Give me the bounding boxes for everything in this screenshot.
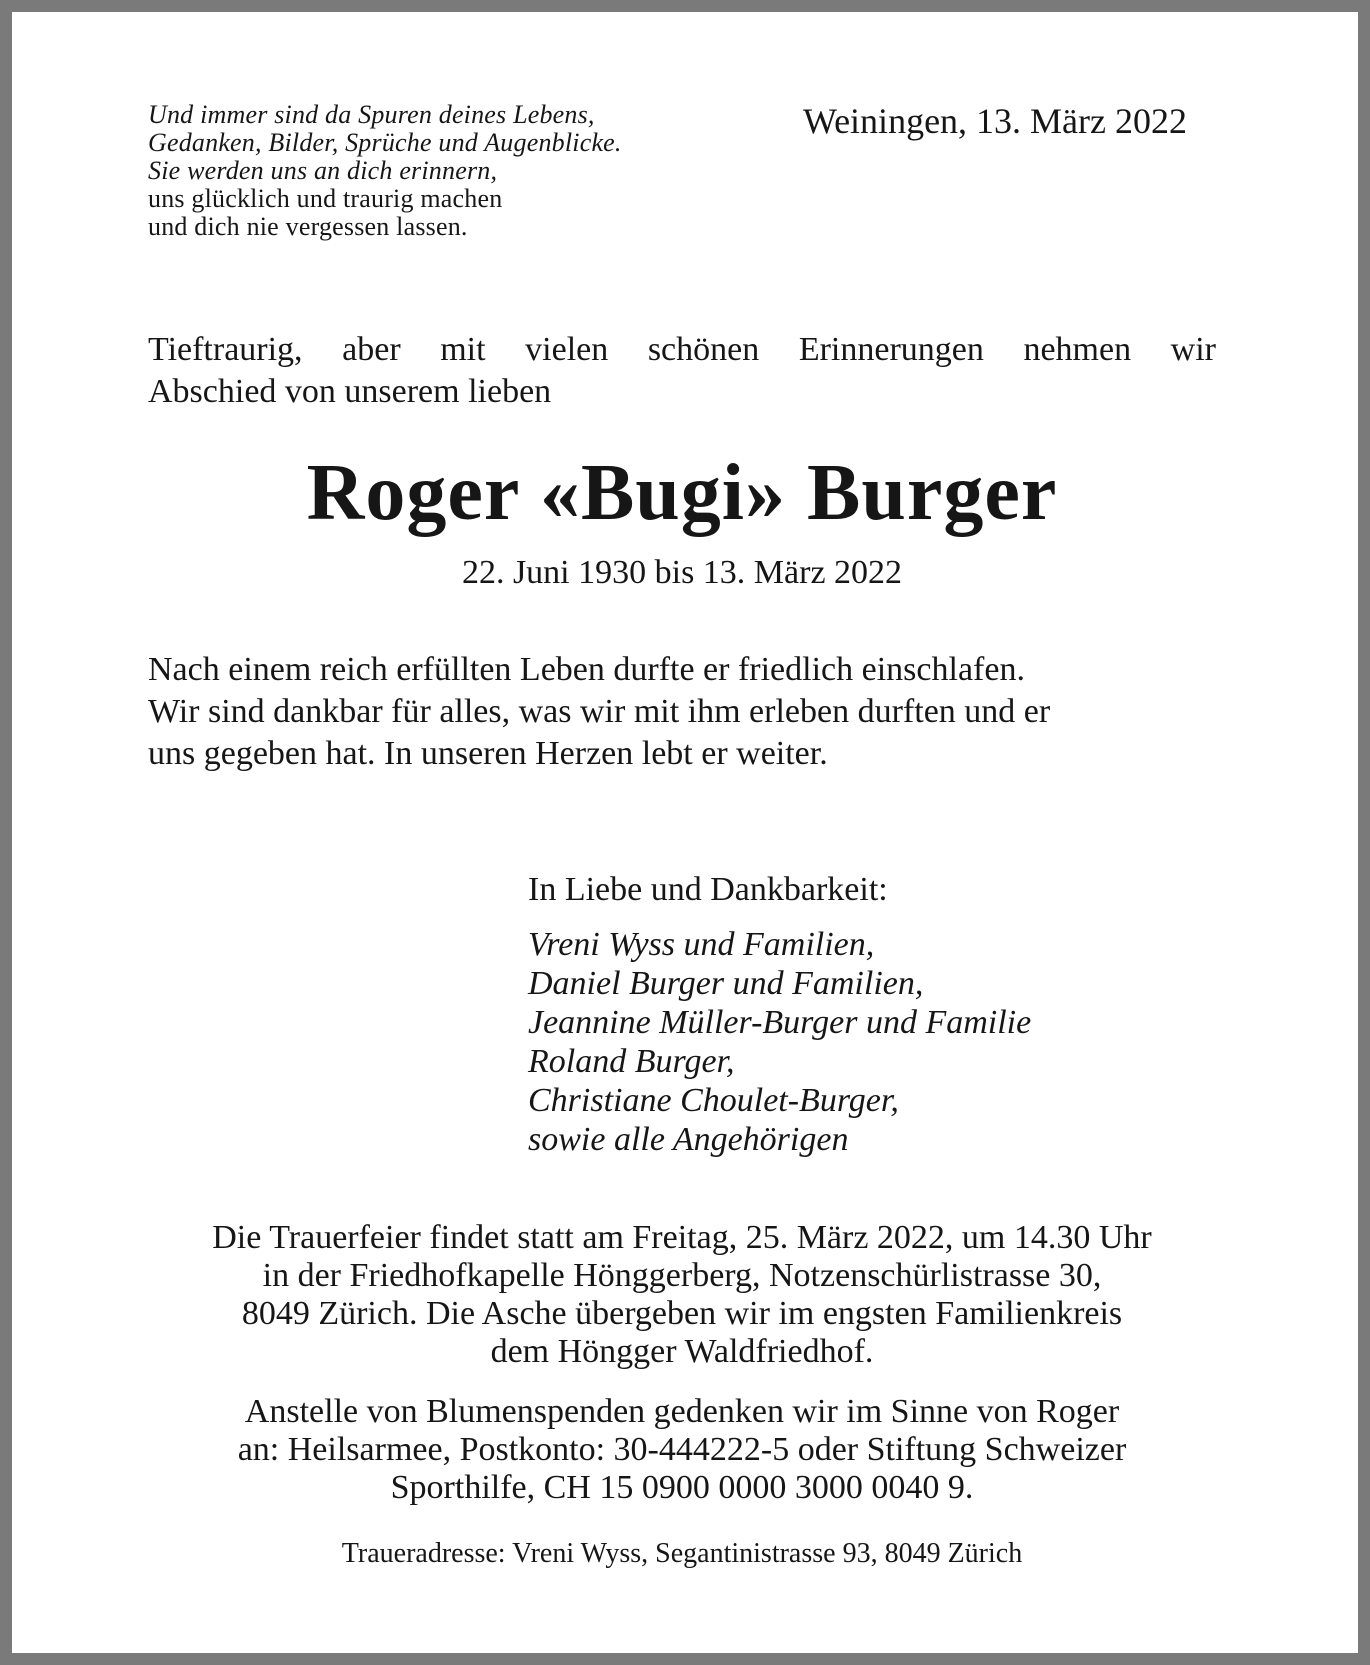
intro-line: Abschied von unserem lieben [148, 373, 552, 410]
life-dates: 22. Juni 1930 bis 13. März 2022 [461, 554, 903, 591]
tribute-line: Wir sind dankbar für alles, was wir mit ihm erleben durften und er [148, 693, 1051, 730]
funeral-detail-line: Die Trauerfeier findet statt am Freitag, 25. März 2022, um 14.30 Uhr [212, 1219, 1152, 1256]
mourner-name: Jeannine Müller-Burger und Familie [528, 1004, 1032, 1041]
deceased-name: Roger «Bugi» Burger [306, 449, 1058, 537]
memorial-poem-roman-lines [148, 185, 622, 241]
donation-detail-line: Anstelle von Blumenspenden gedenken wir im Sinne von Roger [244, 1393, 1120, 1430]
memorial-poem [148, 101, 622, 241]
mourner-name: Christiane Choulet-Burger, [528, 1082, 899, 1119]
mourning-address: Traueradresse: Vreni Wyss, Segantinistrasse 93, 8049 Zürich [341, 1538, 1023, 1569]
memorial-poem-italic-lines [148, 101, 622, 185]
mourner-name: Vreni Wyss und Familien, [528, 926, 875, 963]
funeral-detail-line: dem Höngger Waldfriedhof. [490, 1333, 874, 1370]
mourner-name: Roland Burger, [528, 1043, 735, 1080]
tribute-line: uns gegeben hat. In unseren Herzen lebt er weiter. [148, 735, 828, 772]
poem-line: uns glücklich und traurig machen [148, 184, 503, 213]
header-row [148, 101, 1216, 241]
poem-line: Und immer sind da Spuren deines Lebens, [148, 100, 595, 129]
donation-detail-line: Sporthilfe, CH 15 0900 0000 3000 0040 9. [390, 1469, 974, 1506]
intro-paragraph [148, 329, 1216, 413]
funeral-detail-line: 8049 Zürich. Die Asche übergeben wir im engsten Familienkreis [241, 1295, 1123, 1332]
mourner-name: Daniel Burger und Familien, [528, 965, 924, 1002]
mourners-heading: In Liebe und Dankbarkeit: [528, 871, 888, 908]
tribute-line: Nach einem reich erfüllten Leben durfte er friedlich einschlafen. [148, 651, 1025, 688]
mourners-name-list [528, 925, 1216, 1159]
place-dateline: Weiningen, 13. März 2022 [802, 101, 1187, 141]
poem-line: Sie werden uns an dich erinnern, [148, 156, 498, 185]
poem-line: Gedanken, Bilder, Sprüche und Augenblicke. [148, 128, 622, 157]
poem-line: und dich nie vergessen lassen. [148, 212, 468, 241]
donation-detail-line: an: Heilsarmee, Postkonto: 30-444222-5 oder Stiftung Schweizer [237, 1431, 1127, 1468]
donation-details [148, 1393, 1216, 1507]
funeral-details [148, 1219, 1216, 1371]
funeral-detail-line: in der Friedhofkapelle Hönggerberg, Notzenschürlistrasse 30, [262, 1257, 1102, 1294]
tribute-paragraph [148, 649, 1216, 775]
mourner-name: sowie alle Angehörigen [528, 1121, 849, 1158]
intro-line: Tieftraurig, aber mit vielen schönen Erinnerungen nehmen wir [148, 331, 1216, 368]
notice-content [12, 12, 1358, 1653]
mourners-section [528, 869, 1216, 1159]
